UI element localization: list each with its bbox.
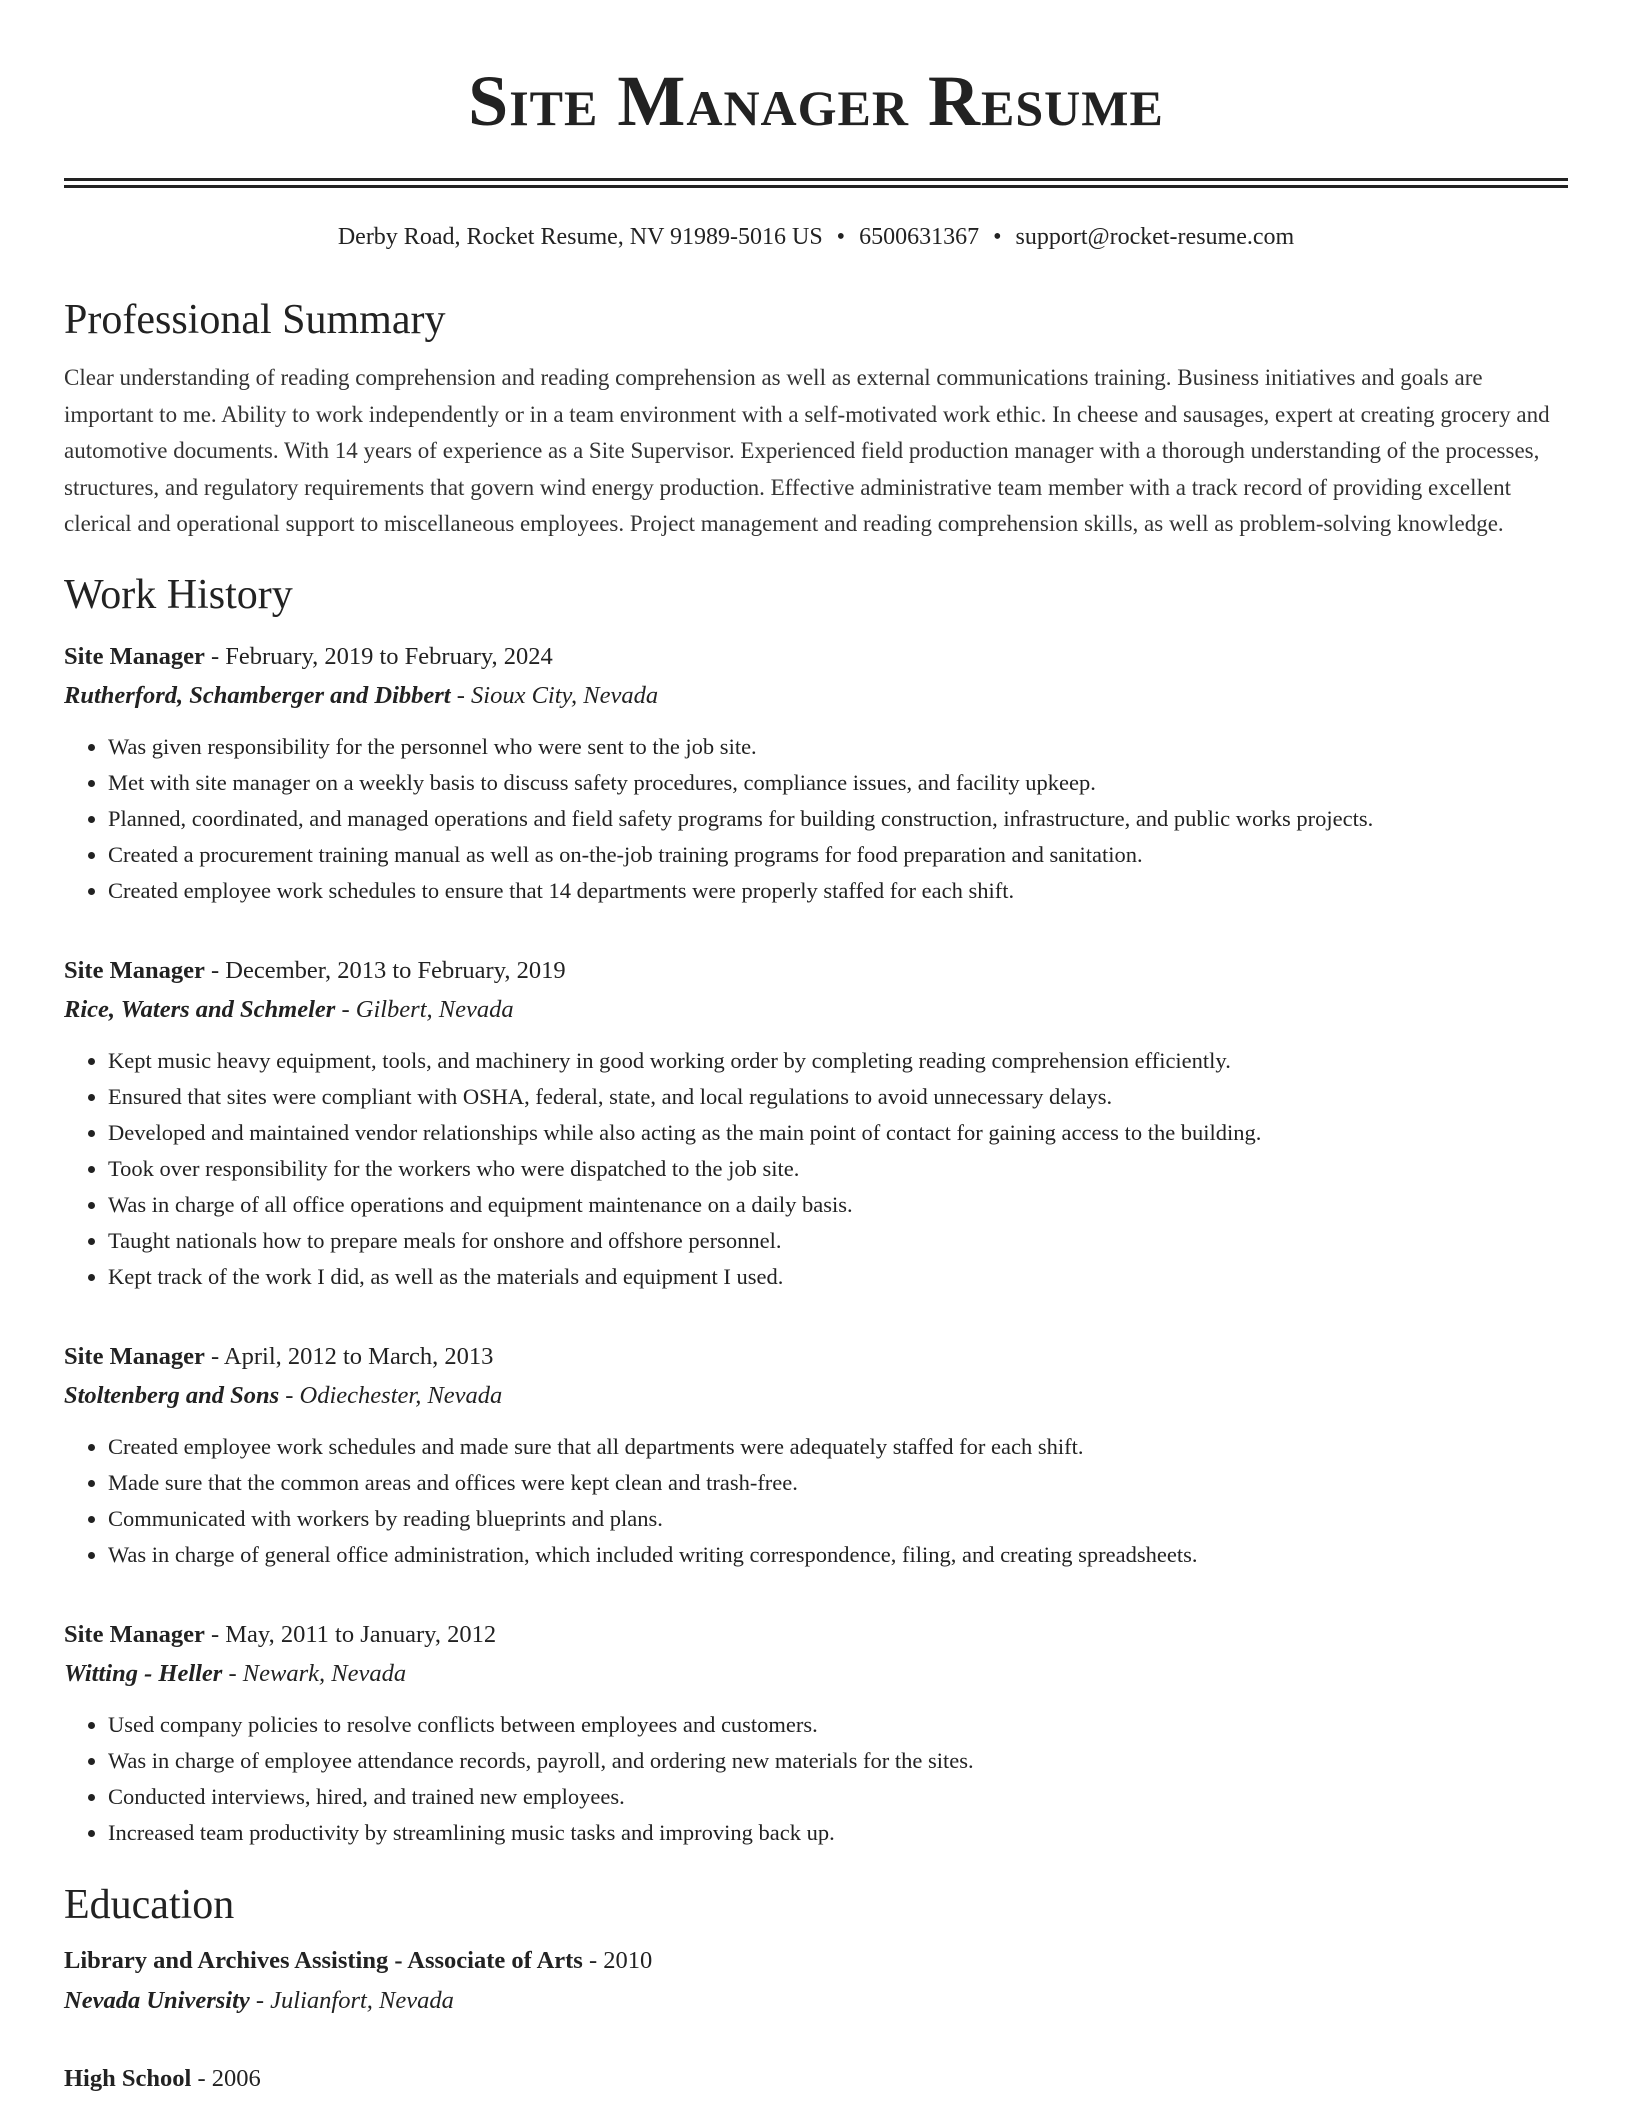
job-location: Sioux City, Nevada — [471, 681, 659, 709]
job-dash: - — [204, 1342, 224, 1370]
job-bullet: • Taught nationals how to prepare meals for onshore and offshore personnel. — [108, 1223, 1568, 1259]
job-dates: February, 2019 to February, 2024 — [225, 642, 553, 670]
contact-email: support@rocket-resume.com — [1015, 224, 1295, 250]
job-bullet: • Was in charge of general office administration, which included writing correspondence, filing, and creating spreadsheets. — [108, 1537, 1568, 1573]
job-bullet: • Used company policies to resolve conflicts between employees and customers. — [108, 1707, 1568, 1743]
job-bullet: • Communicated with workers by reading blueprints and plans. — [108, 1501, 1568, 1537]
job-bullet: • Planned, coordinated, and managed operations and field safety programs for building construction, infrastructure, and public works projects. — [108, 801, 1568, 837]
work-history-list — [64, 637, 1568, 1851]
job-bullet: • Developed and maintained vendor relationships while also acting as the main point of contact for gaining access to the building. — [108, 1115, 1568, 1151]
job-dates: December, 2013 to February, 2019 — [225, 956, 566, 984]
education-dash: - — [249, 1986, 271, 2014]
job-bullet: • Was in charge of all office operations and equipment maintenance on a daily basis. — [108, 1187, 1568, 1223]
education-subheader — [64, 1981, 1568, 2021]
job-subheader — [64, 1655, 1568, 1693]
education-header — [64, 2059, 1568, 2099]
job-dates: May, 2011 to January, 2012 — [225, 1620, 497, 1648]
contact-address: Derby Road, Rocket Resume, NV 91989-5016 US — [337, 224, 823, 250]
education-heading: Education — [64, 1881, 235, 1928]
job-role: Site Manager — [64, 642, 205, 670]
education-year: 2006 — [211, 2064, 261, 2092]
job-company: Witting - Heller — [64, 1659, 223, 1687]
education-dash: - — [582, 1946, 604, 1974]
job-bullet: • Kept track of the work I did, as well as the materials and equipment I used. — [108, 1259, 1568, 1295]
job-dash: - — [222, 1659, 243, 1687]
work-history-heading: Work History — [64, 571, 293, 618]
job-subheader — [64, 991, 1568, 1029]
education-school: Nevada University — [64, 1986, 250, 2014]
job-entry — [64, 1337, 1568, 1573]
job-bullet: • Created employee work schedules to ensure that 14 departments were properly staffed for each shift. — [108, 873, 1568, 909]
title-double-rule — [64, 178, 1568, 188]
education-entry — [64, 1941, 1568, 2021]
education-degree: Library and Archives Assisting - Associate of Arts — [64, 1946, 583, 1974]
summary-heading: Professional Summary — [64, 297, 446, 343]
job-header — [64, 951, 1568, 991]
job-subheader — [64, 1377, 1568, 1415]
education-entry — [64, 2059, 1568, 2099]
contact-separator: • — [993, 224, 1002, 250]
job-dash: - — [204, 642, 226, 670]
education-header — [64, 1941, 1568, 1981]
job-header — [64, 637, 1568, 677]
education-degree: High School — [64, 2064, 192, 2092]
education-year: 2010 — [603, 1946, 653, 1974]
job-dates: April, 2012 to March, 2013 — [223, 1342, 494, 1370]
job-bullet: • Increased team productivity by streamlining music tasks and improving back up. — [108, 1815, 1568, 1851]
job-bullets — [64, 1429, 1568, 1573]
job-bullet: • Ensured that sites were compliant with OSHA, federal, state, and local regulations to avoid unnecessary delays. — [108, 1079, 1568, 1115]
job-role: Site Manager — [64, 1620, 205, 1648]
job-location: Gilbert, Nevada — [355, 995, 514, 1023]
contact-line — [64, 222, 1568, 252]
job-role: Site Manager — [64, 956, 205, 984]
job-company: Rice, Waters and Schmeler — [64, 995, 336, 1023]
contact-separator: • — [836, 224, 846, 250]
job-location: Odiechester, Nevada — [299, 1381, 503, 1409]
job-bullet: • Was given responsibility for the personnel who were sent to the job site. — [108, 729, 1568, 765]
education-location: Julianfort, Nevada — [270, 1986, 454, 2014]
resume-title: Site Manager Resume — [468, 61, 1164, 141]
job-company: Stoltenberg and Sons — [64, 1381, 280, 1409]
job-header — [64, 1337, 1568, 1377]
job-dash: - — [279, 1381, 300, 1409]
summary-text: Clear understanding of reading comprehension and reading comprehension as well as external communications training. Business initiatives and goals are important to me. Ability to work independently or in a team environment with a self-motivated work ethic. In cheese and sausages, expert at creating grocery and automotive documents. With 14 years of experience as a Site Supervisor. Experienced field production manager with a thorough understanding of the processes, structures, and regulatory requirements that govern wind energy production. Effective administrative team member with a track record of providing excellent clerical and operational support to miscellaneous employees. Project management and reading comprehension skills, as well as problem-solving knowledge. — [64, 365, 1550, 536]
education-dash: - — [191, 2064, 212, 2092]
job-bullet: • Took over responsibility for the workers who were dispatched to the job site. — [108, 1151, 1568, 1187]
job-location: Newark, Nevada — [242, 1659, 407, 1687]
job-entry — [64, 1615, 1568, 1851]
job-bullets — [64, 729, 1568, 909]
job-bullet: • Met with site manager on a weekly basis to discuss safety procedures, compliance issues, and facility upkeep. — [108, 765, 1568, 801]
job-dash: - — [335, 995, 356, 1023]
job-entry — [64, 637, 1568, 909]
job-bullet: • Created a procurement training manual as well as on-the-job training programs for food preparation and sanitation. — [108, 837, 1568, 873]
job-bullets — [64, 1707, 1568, 1851]
job-dash: - — [204, 1620, 226, 1648]
job-company: Rutherford, Schamberger and Dibbert — [64, 681, 451, 709]
job-bullet: • Was in charge of employee attendance records, payroll, and ordering new materials for the sites. — [108, 1743, 1568, 1779]
job-subheader — [64, 677, 1568, 715]
job-bullet: • Conducted interviews, hired, and trained new employees. — [108, 1779, 1568, 1815]
job-dash: - — [450, 681, 472, 709]
contact-phone: 6500631367 — [859, 224, 980, 250]
job-bullet: • Made sure that the common areas and offices were kept clean and trash-free. — [108, 1465, 1568, 1501]
job-bullet: • Kept music heavy equipment, tools, and machinery in good working order by completing reading comprehension efficiently. — [108, 1043, 1568, 1079]
job-header — [64, 1615, 1568, 1655]
education-list — [64, 1941, 1568, 2099]
job-bullets — [64, 1043, 1568, 1295]
job-role: Site Manager — [64, 1342, 205, 1370]
job-bullet: • Created employee work schedules and made sure that all departments were adequately staffed for each shift. — [108, 1429, 1568, 1465]
job-entry — [64, 951, 1568, 1295]
job-dash: - — [204, 956, 226, 984]
